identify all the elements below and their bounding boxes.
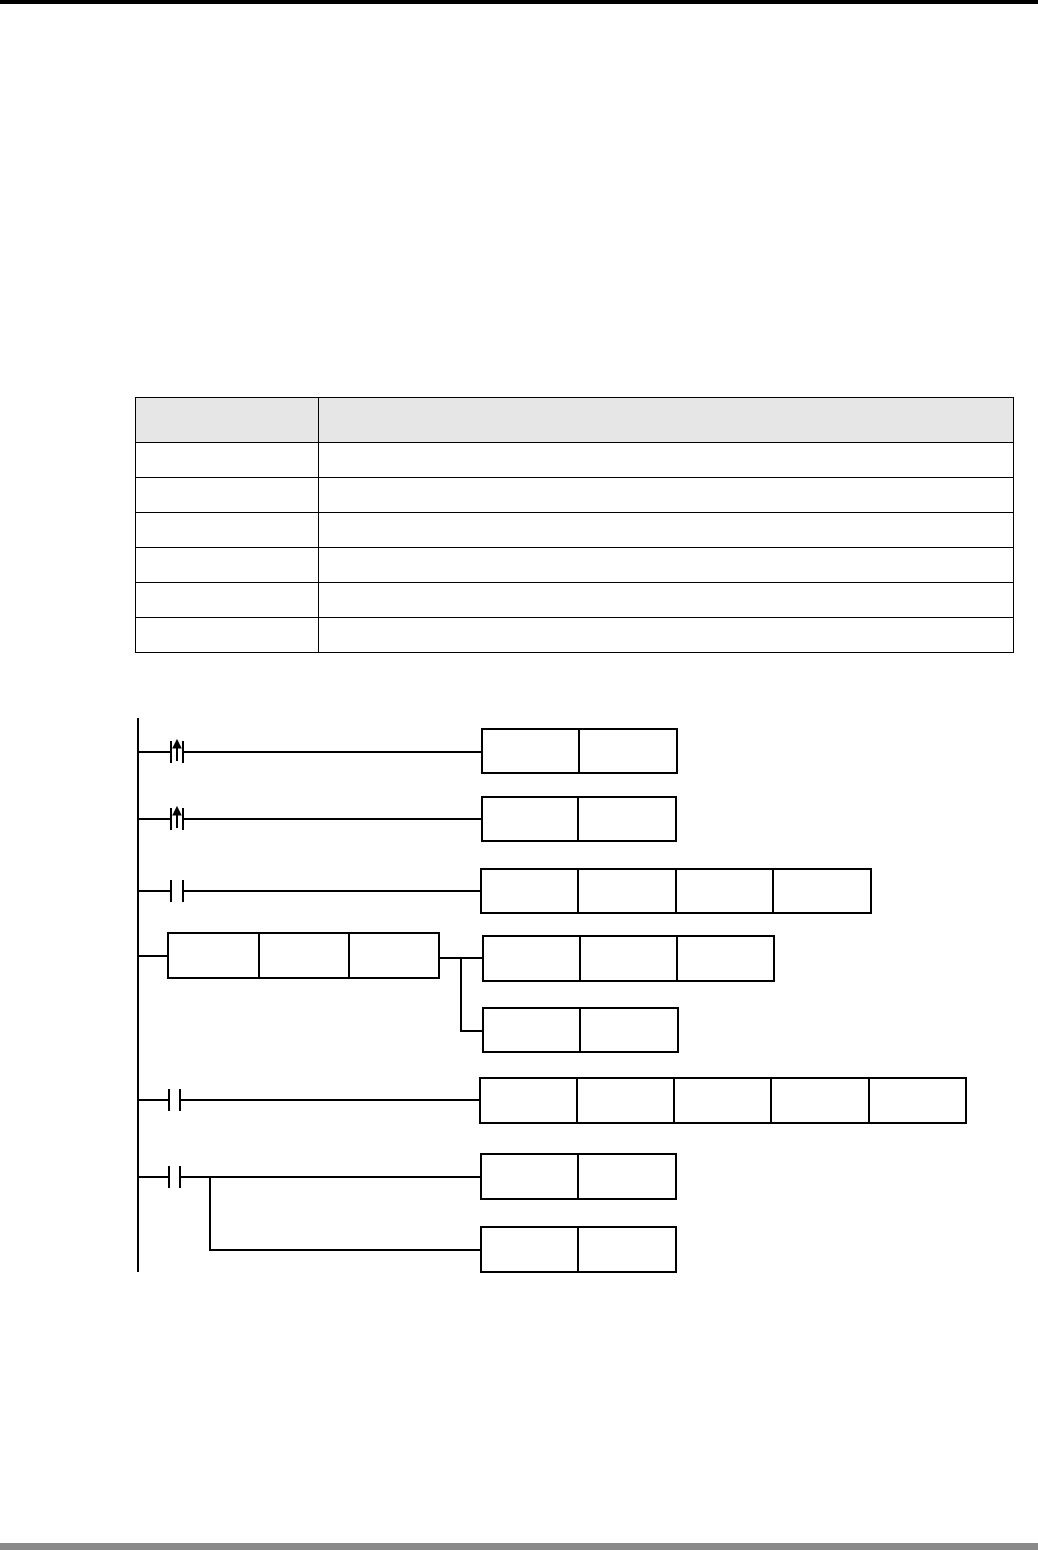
ladder-rung — [138, 933, 774, 1052]
ladder-rung — [138, 797, 676, 841]
ladder-diagram — [0, 700, 1038, 1290]
table-row — [136, 443, 1014, 478]
rising-edge-contact-icon — [171, 807, 183, 830]
table-row — [136, 513, 1014, 548]
normally-open-contact-icon — [171, 880, 183, 902]
instruction-block — [483, 936, 774, 981]
table-row — [136, 618, 1014, 653]
ladder-rung — [138, 869, 871, 913]
branch-wire — [461, 958, 483, 1031]
table-header-row — [136, 398, 1014, 443]
data-table — [135, 397, 1014, 653]
table-cell — [319, 513, 1014, 548]
instruction-block — [483, 1008, 678, 1052]
normally-open-contact-icon — [169, 1089, 180, 1111]
instruction-block — [481, 1227, 676, 1272]
table-row — [136, 583, 1014, 618]
table-cell — [319, 548, 1014, 583]
rising-edge-contact-icon — [171, 740, 183, 763]
ladder-rung — [138, 729, 677, 773]
table-cell — [319, 583, 1014, 618]
instruction-block — [481, 869, 871, 913]
table-cell — [319, 443, 1014, 478]
table-cell — [319, 478, 1014, 513]
normally-open-contact-icon — [169, 1166, 180, 1188]
table-header-cell — [319, 398, 1014, 443]
table-cell — [136, 443, 319, 478]
ladder-rung — [138, 1154, 676, 1272]
instruction-block — [480, 1078, 966, 1123]
instruction-block — [168, 933, 439, 978]
table-header-cell — [136, 398, 319, 443]
instruction-block — [481, 1154, 676, 1199]
instruction-block — [482, 729, 677, 773]
table-cell — [319, 618, 1014, 653]
ladder-rung — [138, 1078, 966, 1123]
footer-rule — [0, 1543, 1038, 1550]
instruction-block — [482, 797, 676, 841]
table-cell — [136, 583, 319, 618]
table-cell — [136, 513, 319, 548]
branch-wire — [210, 1177, 481, 1250]
table-cell — [136, 618, 319, 653]
table-row — [136, 478, 1014, 513]
table-row — [136, 548, 1014, 583]
table-cell — [136, 548, 319, 583]
top-rule — [0, 0, 1038, 4]
table-cell — [136, 478, 319, 513]
